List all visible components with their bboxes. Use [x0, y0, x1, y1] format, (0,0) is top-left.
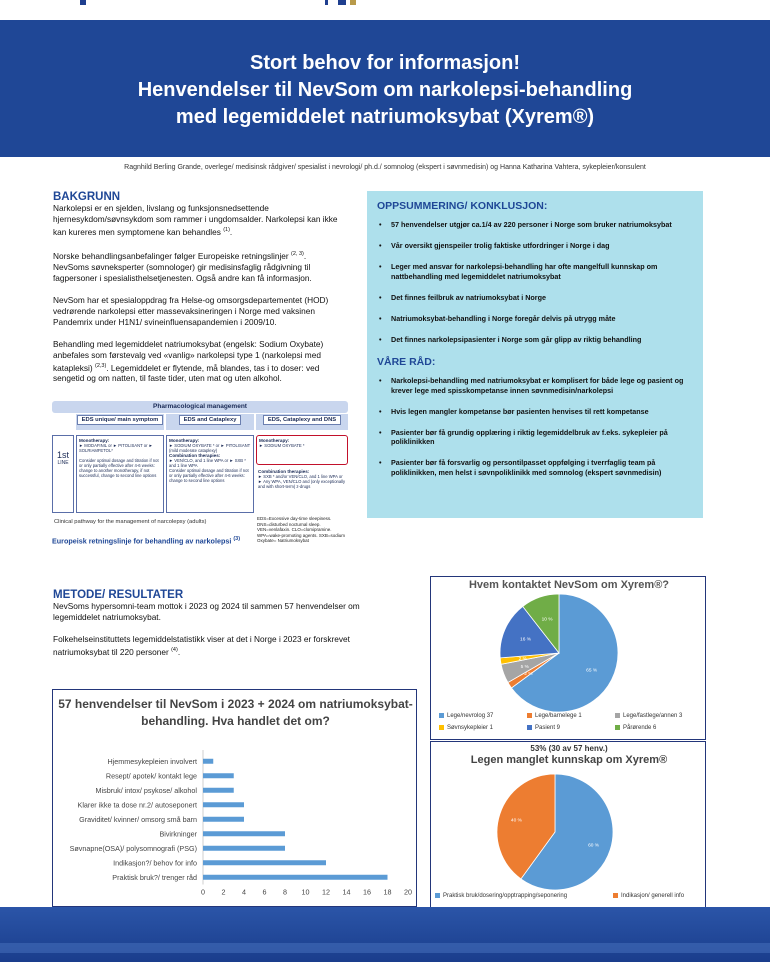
legend-swatch — [613, 893, 618, 898]
pie-2-title: Legen manglet kunnskap om Xyrem® — [470, 754, 668, 766]
legend-swatch — [527, 725, 532, 730]
pie-chart-1-panel — [430, 576, 706, 740]
advice-title: VÅRE RÅD: — [377, 356, 436, 369]
legend-label: Lege/nevrolog 37 — [447, 713, 494, 720]
bakgrunn-title: BAKGRUNN — [53, 191, 121, 203]
bar-category-label: Søvnapne(OSA)/ polysomnografi (PSG) — [69, 843, 197, 853]
legend-label: Praktisk bruk/dosering/opptrapping/seponering — [443, 893, 568, 900]
pharma-box-1: Monotherapy: ► MODAFINIL or ► PITOLISANT or ► SOLRIAMFETOL* Consider optimal dosage and titration if not or only partially effective after 4-6 weeks: change to another monotherapy, if not successful, change to second line options — [76, 435, 164, 513]
x-tick-label: 18 — [383, 887, 392, 897]
bakgrunn-text: Narkolepsi er en sjelden, livslang og funksjonsnedsettende hjernesykdom/søvnsykdom som rammer i ungdomsalder. Narkolepsi kan ikke kan kureres men symptomene kan behandles $^{(1)}$. Norske behandlingsanbefalinger følger Europeiske retningslinjer $^{(2, 3)}$. NevSoms søvneksperter (somnologer) gir medisinsfaglig rådgivning til fagpersoner i spesialisthelsetjenesten. Også andre kan få informasjon. NevSom har et spesialoppdrag fra Helse-og omsorgsdepartementet (HOD) vedrørende narkolepsi etter massevaksineringen i Norge med vaksinen Pandemrix under H1N1/ svineinfluensapandemien i 2009/10. Behandling med legemiddelet natriumoksybat (engelsk: Sodium Oxybate) anbefales som førstevalg ved «vanlig» narkolepsi type 1 (narkolepsi med katapleksi) $^{(2,3)}$. Legemiddelet er flytende, må blandes, tas i to doser: ved sengetid og om natten, til faste tider, uten mat og uten alkohol. — [53, 203, 338, 384]
pharma-box-3: Combination therapies: ► SXB * and/or VEN/CLO, and 1 line WPA or ► Any WPA, VEN/CLO and (only exceptionally and with short-term) z-drugs — [258, 469, 346, 489]
bar-chart-panel — [52, 689, 417, 907]
legend-swatch — [435, 893, 440, 898]
advice-item: • Pasienter bør få grundig opplæring i riktig legemiddelbruk av f.eks. sykepleier på poliklinikken — [377, 428, 693, 446]
legend-item — [613, 893, 684, 899]
advice-item: • Hvis legen mangler kompetanse bør pasienten henvises til rett kompetanse — [377, 407, 693, 416]
bar-category-label: Praktisk bruk?/ trenger råd — [112, 872, 197, 882]
summary-item: • Det finnes narkolepsipasienter i Norge som går glipp av riktig behandling — [377, 335, 693, 344]
legend-swatch — [527, 713, 532, 718]
bar — [203, 846, 285, 851]
legend-item — [615, 725, 656, 731]
pie-2-subtitle: 53% (30 av 57 henv.) — [530, 744, 608, 753]
legend-label: Søvnsykepleier 1 — [447, 725, 494, 732]
x-tick-label: 10 — [301, 887, 310, 897]
pie-slice-label: 65 % — [586, 668, 598, 674]
bar-chart-title: 57 henvendelser til NevSom i 2023 + 2024 om natriumoksybat-behandling. Hva handlet det om? — [58, 697, 413, 728]
advice-list — [377, 376, 693, 476]
legend-item — [615, 713, 682, 719]
pharmacological-management-figure — [52, 401, 348, 551]
first-line-label: 1st LINE — [52, 435, 74, 513]
pie-slice-label: 2 % — [524, 672, 533, 678]
pharma-col-2: EDS and Cataplexy — [166, 414, 254, 430]
legend-item — [435, 893, 567, 899]
bar-category-label: Indikasjon?/ behov for info — [113, 858, 197, 868]
abbreviations: EDS=Excessive day-time sleepiness. DNS=disturbed nocturnal sleep. VEN=venlafaxin. CLO=clomipramine. WPA=wake-promoting agents. SXB=sodium Oxybate= Natriumoksybat — [257, 516, 345, 544]
x-tick-label: 6 — [262, 887, 267, 897]
summary-title: OPPSUMMERING/ KONKLUSJON: — [377, 200, 548, 212]
x-tick-label: 16 — [363, 887, 371, 897]
authors: Ragnhild Berling Grande, overlege/ medisinsk rådgiver/ spesialist i nevrologi/ ph.d./ somnolog (ekspert i søvnmedisin) og Hanna Katharina Vahtera, sykepleier/konsulent — [124, 164, 646, 171]
bar-category-label: Graviditet/ kvinner/ omsorg små barn — [79, 814, 197, 824]
pharma-box-2: Monotherapy: ► SODIUM OXYBATE * or ► PITOLISANT (mild moderate cataplexy) Combination therapies: ► VEN/CLO, and 1 line WPA or ► SXB * and 1 line WPA Consider optimal dosage and titration if not or only partially effective after 4-6 weeks: change to second line options — [166, 435, 254, 513]
legend-label: Lege/barnelege 1 — [535, 713, 582, 720]
metode-section — [53, 589, 373, 669]
advice-item: • Pasienter bør få forsvarlig og persontilpasset oppfølging i tverrfaglig team på poliklinikken, men helst i søvnpoliklinikk med somnolog (ekspert søvnmedisin) — [377, 458, 693, 476]
summary-item: • Leger med ansvar for narkolepsi-behandling har ofte mangelfull kunnskap om nattbehandling med legemiddelet natriumoksybat — [377, 262, 693, 280]
bar-category-label: Bivirkninger — [159, 829, 197, 839]
bar — [203, 831, 285, 836]
x-tick-label: 8 — [283, 887, 287, 897]
pie-slice-label: 16 % — [520, 637, 531, 643]
legend-item — [527, 725, 560, 731]
summary-item: • Vår oversikt gjenspeiler trolig faktiske utfordringer i Norge i dag — [377, 241, 693, 250]
summary-item: • 57 henvendelser utgjør ca.1/4 av 220 personer i Norge som bruker natriumoksybat — [377, 220, 693, 229]
pie-slice-label: 60 % — [588, 843, 600, 849]
bar — [203, 759, 213, 764]
bar — [203, 860, 326, 865]
pie-1-title: Hvem kontaktet NevSom om Xyrem®? — [468, 579, 670, 591]
summary-item: • Natriumoksybat-behandling i Norge foregår delvis på utrygg måte — [377, 314, 693, 323]
pharma-col-3: EDS, Cataplexy and DNS — [256, 414, 348, 430]
x-tick-label: 0 — [201, 887, 205, 897]
bar — [203, 817, 244, 822]
bar — [203, 802, 244, 807]
title-line-2: Henvendelser til NevSom om narkolepsi-behandling — [137, 79, 633, 101]
legend-item — [439, 725, 493, 731]
figure-caption: Europeisk retningslinje for behandling av narkolepsi $^{(3)}$ — [52, 536, 241, 546]
bar — [203, 773, 234, 778]
pharma-box-3-highlight: Monotherapy: ► SODIUM OXYBATE * — [256, 435, 348, 465]
poster-footer — [0, 907, 770, 962]
title-line-1: Stort behov for informasjon! — [250, 52, 520, 74]
legend-label: Indikasjon/ generell info — [621, 893, 685, 900]
pie-slice-label: 2 % — [518, 657, 527, 663]
x-tick-label: 20 — [404, 887, 412, 897]
logo-fragment — [338, 0, 346, 5]
logo-fragment — [80, 0, 86, 5]
logo-fragment — [325, 0, 328, 5]
legend-swatch — [615, 725, 620, 730]
x-tick-label: 14 — [342, 887, 351, 897]
summary-list — [377, 220, 693, 344]
legend-item — [527, 713, 582, 719]
bakgrunn-section — [53, 191, 343, 395]
advice-item: • Narkolepsi-behandling med natriumoksybat er komplisert for både lege og pasient og krever lege med spisskompetanse innen søvnmedisin/narkolepsi — [377, 376, 693, 394]
poster-header — [0, 20, 770, 157]
metode-title: METODE/ RESULTATER — [53, 589, 184, 601]
logo-fragment — [350, 0, 356, 5]
bar-category-label: Resept/ apotek/ kontakt lege — [105, 771, 197, 781]
pie-slice-label: 40 % — [510, 818, 522, 824]
metode-text: NevSoms hypersomni-team mottok i 2023 og 2024 til sammen 57 henvendelser om legemiddelet natriumoksybat. Folkehelseinstituttets legemiddelstatistikk viser at det i Norge i 2023 er forskrevet natriumoksybat til 220 personer $^{(4)}$. — [53, 601, 360, 657]
bar-chart — [53, 690, 415, 905]
legend-swatch — [439, 713, 444, 718]
pie-chart-2-panel — [430, 741, 706, 908]
legend-label: Pasient 9 — [535, 725, 561, 732]
bar — [203, 875, 388, 880]
title-line-3: med legemiddelet natriumoksybat (Xyrem®) — [175, 106, 595, 128]
x-tick-label: 2 — [221, 887, 226, 897]
legend-item — [439, 713, 493, 719]
pharma-header: Pharmacological management — [52, 401, 348, 413]
summary-box — [367, 191, 703, 518]
pie-slice-label: 5 % — [520, 664, 529, 670]
bar-category-label: Hjemmesykepleien involvert — [107, 756, 197, 766]
top-strip — [0, 0, 770, 20]
x-tick-label: 4 — [242, 887, 246, 897]
legend-swatch — [439, 725, 444, 730]
bar-category-label: Misbruk/ intox/ psykose/ alkohol — [95, 785, 197, 795]
pharma-col-1: EDS unique/ main symptom — [76, 414, 164, 430]
x-tick-label: 12 — [322, 887, 330, 897]
bar-category-label: Klarer ikke ta dose nr.2/ autoseponert — [77, 800, 197, 810]
pie-slice-label: 10 % — [541, 617, 553, 623]
pie-chart-2 — [431, 742, 705, 907]
summary-item: • Det finnes feilbruk av natriumoksybat i Norge — [377, 293, 693, 302]
bar — [203, 788, 234, 793]
legend-label: Lege/fastlege/annen 3 — [623, 713, 683, 720]
legend-swatch — [615, 713, 620, 718]
legend-label: Pårørende 6 — [623, 725, 657, 732]
pathway-label: Clinical pathway for the management of narcolepsy (adults) — [54, 519, 207, 525]
